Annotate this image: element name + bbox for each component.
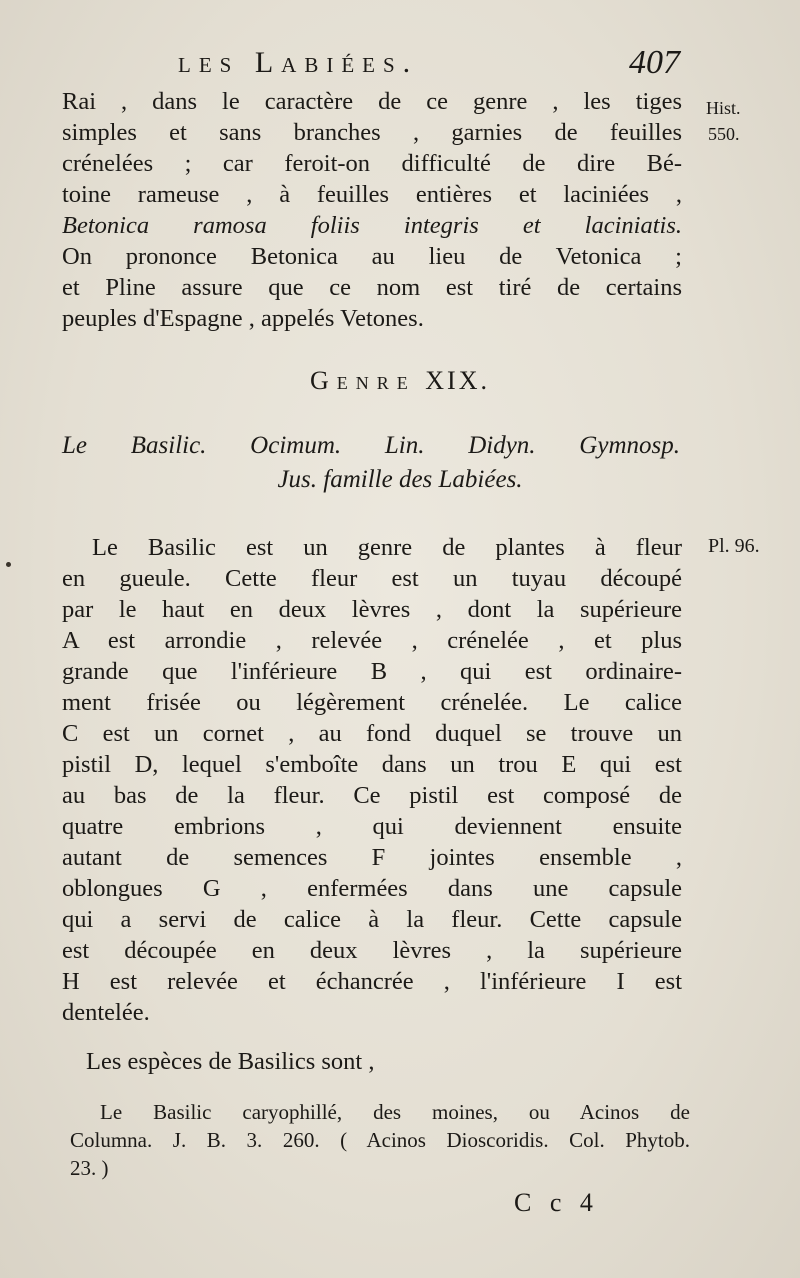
paragraph-1-line: peuples d'Espagne , appelés Vetones.	[62, 305, 424, 332]
paragraph-1-line: Betonica ramosa foliis integris et laciniatis.	[62, 212, 682, 239]
paragraph-2-line: C est un cornet , au fond duquel se trouve un	[62, 720, 682, 747]
footnote-line: 23. )	[70, 1156, 109, 1180]
paragraph-2-line: qui a servi de calice à la fleur. Cette capsule	[62, 906, 682, 933]
running-title: les Labiées.	[178, 46, 419, 79]
signature-mark: C c 4	[514, 1188, 599, 1217]
ink-spot	[6, 562, 11, 567]
paragraph-2-line: par le haut en deux lèvres , dont la supérieure	[62, 596, 682, 623]
paragraph-2-line: H est relevée et échancrée , l'inférieure I est	[62, 968, 682, 995]
synonymy-line-1: Le Basilic. Ocimum. Lin. Didyn. Gymnosp.	[62, 432, 680, 459]
genre-heading	[0, 366, 800, 396]
paragraph-1-line: Rai , dans le caractère de ce genre , les tiges	[62, 88, 682, 115]
margin-note-hist-page: 550.	[708, 124, 740, 144]
paragraph-2-line: au bas de la fleur. Ce pistil est composé de	[62, 782, 682, 809]
paragraph-2-line: dentelée.	[62, 999, 150, 1026]
paragraph-2-line: quatre embrions , qui deviennent ensuite	[62, 813, 682, 840]
paragraph-2-line: pistil D, lequel s'emboîte dans un trou E qui est	[62, 751, 682, 778]
genre-label: Genre	[310, 366, 416, 395]
paragraph-2-line: autant de semences F jointes ensemble ,	[62, 844, 682, 871]
paragraph-2-line: est découpée en deux lèvres , la supérieure	[62, 937, 682, 964]
paragraph-1-line: et Pline assure que ce nom est tiré de certains	[62, 274, 682, 301]
paragraph-2-line: oblongues G , enfermées dans une capsule	[62, 875, 682, 902]
footnote-line: Le Basilic caryophillé, des moines, ou Acinos de	[100, 1100, 690, 1124]
paragraph-1-line: crénelées ; car feroit-on difficulté de dire Bé-	[62, 150, 682, 177]
margin-note-plate: Pl. 96.	[708, 535, 760, 557]
paragraph-2-line: grande que l'inférieure B , qui est ordinaire-	[62, 658, 682, 685]
species-intro: Les espèces de Basilics sont ,	[86, 1048, 375, 1075]
footnote-line: Columna. J. B. 3. 260. ( Acinos Dioscoridis. Col. Phytob.	[70, 1128, 690, 1152]
margin-note-hist: Hist.	[706, 98, 741, 118]
paragraph-2-line: A est arrondie , relevée , crénelée , et plus	[62, 627, 682, 654]
page-number: 407	[629, 44, 680, 81]
paragraph-1-line: simples et sans branches , garnies de feuilles	[62, 119, 682, 146]
paragraph-2-line: Le Basilic est un genre de plantes à fleur	[92, 534, 682, 561]
synonymy-line-2: Jus. famille des Labiées.	[277, 466, 523, 493]
paragraph-2-line: ment frisée ou légèrement crénelée. Le calice	[62, 689, 682, 716]
paragraph-1-line: On prononce Betonica au lieu de Vetonica ;	[62, 243, 682, 270]
paragraph-2-line: en gueule. Cette fleur est un tuyau découpé	[62, 565, 682, 592]
paragraph-1-line: toine rameuse , à feuilles entières et laciniées ,	[62, 181, 682, 208]
genre-number: XIX.	[425, 366, 490, 395]
